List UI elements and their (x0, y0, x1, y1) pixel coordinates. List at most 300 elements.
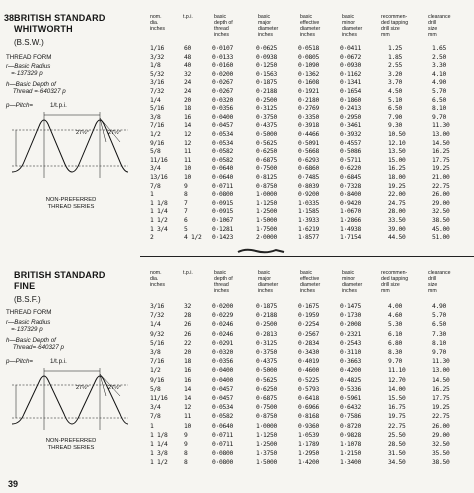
cell-tpi: 12 (184, 139, 191, 147)
cell-depth: 0·1423 (212, 234, 233, 242)
table-row (0, 449, 474, 458)
cell-minor: 1·7154 (340, 234, 361, 242)
cell-depth: 0·0291 (212, 339, 233, 347)
cell-effective: 0·2180 (298, 96, 319, 104)
cell-clearance-drill: 13.00 (432, 367, 450, 375)
cell-effective: 0·5668 (298, 148, 319, 156)
cell-tpi: 14 (184, 395, 191, 402)
cell-effective: 0·6966 (298, 404, 319, 412)
cell-tpi: 10 (184, 422, 191, 430)
cell-tapping-drill: 19.25 (388, 182, 406, 190)
cell-effective: 0·9360 (298, 422, 319, 430)
cell-tapping-drill: 10.50 (388, 131, 406, 138)
cell-minor: 0·9420 (340, 199, 361, 207)
cell-nom-dia: 5/16 (150, 105, 164, 113)
table-row (0, 376, 474, 385)
cell-nom-dia: 1 1/2 (150, 217, 168, 224)
cell-tpi: 7 (184, 199, 188, 207)
cell-tapping-drill: 39.00 (388, 225, 406, 233)
cell-major: 1·0000 (256, 422, 277, 430)
bsw-header-effective: basic effective diameter inches (300, 14, 321, 38)
cell-depth: 0·0582 (212, 148, 233, 156)
cell-effective: 0·1362 (298, 70, 319, 78)
cell-major: 1·1250 (256, 431, 277, 439)
bsf-pitch-label: p—Pitch= (6, 358, 33, 365)
bsw-thread-form-heading: THREAD FORM (6, 54, 52, 61)
cell-depth: 0·0320 (212, 96, 233, 104)
cell-tpi: 40 (184, 62, 191, 70)
table-row (0, 311, 474, 320)
bsw-abbreviation: (B.S.W.) (14, 38, 44, 47)
cell-effective: 0·3918 (298, 122, 319, 130)
cell-nom-dia: 13/16 (150, 174, 168, 181)
cell-clearance-drill: 29.00 (432, 199, 450, 207)
cell-minor: 0·7328 (340, 182, 361, 190)
cell-tpi: 32 (184, 70, 191, 78)
table-row (0, 330, 474, 339)
cell-depth: 0·0915 (212, 199, 233, 207)
cell-clearance-drill: 14.50 (432, 139, 450, 147)
bsf-basic-radius-value: =·137329 p (6, 326, 43, 333)
cell-minor: 1·2866 (340, 217, 361, 224)
cell-tapping-drill: 3.20 (388, 70, 402, 78)
cell-clearance-drill: 29.00 (432, 431, 450, 439)
cell-tpi: 9 (184, 441, 188, 448)
cell-tpi: 48 (184, 53, 191, 61)
cell-tpi: 8 (184, 191, 188, 199)
cell-nom-dia: 1/2 (150, 367, 161, 375)
cell-nom-dia: 3/4 (150, 165, 161, 173)
cell-effective: 0·5225 (298, 376, 319, 384)
cell-clearance-drill: 19.25 (432, 165, 450, 173)
cell-minor: 0·3932 (340, 131, 361, 138)
table-row (0, 339, 474, 348)
cell-effective: 0·4466 (298, 131, 319, 138)
cell-major: 0·6250 (256, 148, 277, 156)
cell-minor: 0·4200 (340, 367, 361, 375)
cell-depth: 0·0534 (212, 404, 233, 412)
cell-tapping-drill: 16.25 (388, 165, 406, 173)
cell-effective: 0·2254 (298, 321, 319, 329)
cell-major: 0·0938 (256, 53, 277, 61)
bsf-header-depth: basic depth of thread inches (214, 270, 233, 294)
cell-tapping-drill: 6.80 (388, 339, 402, 347)
bsf-angle-label-1: 27½° (76, 385, 89, 391)
cell-nom-dia: 9/16 (150, 376, 164, 384)
cell-nom-dia: 3/16 (150, 79, 164, 87)
cell-effective: 0·2769 (298, 105, 319, 113)
cell-clearance-drill: 38.50 (432, 459, 450, 467)
cell-depth: 0·0246 (212, 321, 233, 329)
cell-tpi: 6 (184, 217, 188, 224)
cell-major: 0·8750 (256, 413, 277, 421)
cell-minor: 0·6845 (340, 174, 361, 181)
cell-nom-dia: 7/8 (150, 182, 161, 190)
cell-major: 0·1563 (256, 70, 277, 78)
cell-tpi: 8 (184, 459, 188, 467)
cell-depth: 0·0800 (212, 450, 233, 458)
cell-minor: 0·1475 (340, 303, 361, 310)
cell-depth: 0·0320 (212, 349, 233, 356)
cell-tapping-drill: 5.10 (388, 96, 402, 104)
cell-major: 0·5625 (256, 376, 277, 384)
cell-major: 0·2500 (256, 321, 277, 329)
cell-tapping-drill: 9.70 (388, 358, 402, 366)
cell-tpi: 9 (184, 182, 188, 190)
cell-depth: 0·0107 (212, 45, 233, 52)
cell-effective: 0·6293 (298, 156, 319, 164)
cell-tpi: 12 (184, 404, 191, 412)
cell-depth: 0·0640 (212, 165, 233, 173)
cell-nom-dia: 9/32 (150, 330, 164, 338)
table-row (0, 366, 474, 375)
cell-nom-dia: 1/8 (150, 62, 161, 70)
cell-effective: 0·2567 (298, 330, 319, 338)
cell-minor: 0·3110 (340, 349, 361, 356)
cell-nom-dia: 7/32 (150, 312, 164, 320)
cell-nom-dia: 1/2 (150, 131, 161, 138)
cell-tapping-drill: 13.50 (388, 148, 406, 156)
cell-tpi: 20 (184, 349, 191, 356)
cell-depth: 0·0800 (212, 459, 233, 467)
cell-effective: 1·2950 (298, 450, 319, 458)
cell-nom-dia: 3/4 (150, 404, 161, 412)
cell-clearance-drill: 45.00 (432, 225, 450, 233)
cell-nom-dia: 3/8 (150, 113, 161, 121)
cell-major: 1·5000 (256, 459, 277, 467)
cell-major: 1·0000 (256, 191, 277, 199)
bsf-header-nom-dia: nom. dia. inches (150, 270, 165, 288)
cell-depth: 0·0200 (212, 70, 233, 78)
cell-minor: 0·8400 (340, 191, 361, 199)
print-smudge (236, 247, 286, 255)
bsw-header-depth: basic depth of thread inches (214, 14, 233, 38)
cell-major: 0·6875 (256, 156, 277, 164)
cell-depth: 0·0534 (212, 139, 233, 147)
cell-tpi: 18 (184, 105, 191, 113)
cell-clearance-drill: 6.50 (432, 96, 446, 104)
cell-clearance-drill: 5.70 (432, 88, 446, 95)
cell-tapping-drill: 15.50 (388, 395, 406, 402)
cell-major: 0·5000 (256, 131, 277, 138)
cell-depth: 0·0457 (212, 395, 233, 402)
bsw-basic-depth: h—Basic Depth of (6, 81, 56, 88)
cell-nom-dia: 3/8 (150, 349, 161, 356)
table-row (0, 302, 474, 311)
cell-tapping-drill: 18.00 (388, 174, 406, 181)
cell-major: 1·2500 (256, 208, 277, 216)
cell-major: 1·5000 (256, 217, 277, 224)
table-row (0, 320, 474, 329)
cell-nom-dia: 5/16 (150, 339, 164, 347)
cell-minor: 0·1341 (340, 79, 361, 87)
table-row (0, 357, 474, 366)
cell-nom-dia: 1 1/8 (150, 199, 168, 207)
cell-clearance-drill: 16.25 (432, 385, 450, 393)
cell-tpi: 32 (184, 303, 191, 310)
cell-tapping-drill: 6.10 (388, 330, 402, 338)
cell-depth: 0·0200 (212, 303, 233, 310)
cell-nom-dia: 1 1/4 (150, 441, 168, 448)
cell-major: 0·2813 (256, 330, 277, 338)
cell-tpi: 12 (184, 131, 191, 138)
cell-depth: 0·0582 (212, 156, 233, 164)
page-number-bottom: 39 (8, 479, 19, 489)
bsw-pitch-fraction: 1/t.p.i. (50, 102, 67, 109)
table-row (0, 422, 474, 431)
cell-effective: 0·5091 (298, 139, 319, 147)
cell-depth: 0·0267 (212, 79, 233, 87)
cell-effective: 0·7485 (298, 174, 319, 181)
cell-depth: 0·0457 (212, 385, 233, 393)
cell-depth: 0·0267 (212, 88, 233, 95)
cell-major: 0·1250 (256, 62, 277, 70)
cell-major: 0·2188 (256, 88, 277, 95)
cell-effective: 1·6219 (298, 225, 319, 233)
cell-effective: 0·1921 (298, 88, 319, 95)
cell-effective: 0·3350 (298, 113, 319, 121)
cell-tpi: 8 (184, 450, 188, 458)
cell-effective: 0·8039 (298, 182, 319, 190)
cell-tapping-drill: 3.70 (388, 79, 402, 87)
cell-major: 0·5000 (256, 367, 277, 375)
cell-tpi: 10 (184, 174, 191, 181)
bsf-thread-form-heading: THREAD FORM (6, 309, 52, 316)
cell-tpi: 16 (184, 367, 191, 375)
cell-major: 0·4375 (256, 122, 277, 130)
cell-clearance-drill: 26.00 (432, 422, 450, 430)
cell-tpi: 16 (184, 113, 191, 121)
bsf-basic-radius: r—Basic Radius (6, 319, 51, 326)
cell-minor: 1·2150 (340, 450, 361, 458)
bsf-basic-depth: h—Basic Depth of (6, 337, 56, 344)
cell-major: 0·8750 (256, 182, 277, 190)
cell-minor: 0·5336 (340, 385, 361, 393)
cell-minor: 0·7586 (340, 413, 361, 421)
bsf-section (0, 258, 474, 483)
cell-tpi: 7 (184, 208, 188, 216)
cell-tpi: 4 1/2 (184, 234, 202, 242)
cell-tpi: 26 (184, 330, 191, 338)
bsw-header-minor: basic minor diameter inches (342, 14, 363, 38)
cell-tapping-drill: 12.70 (388, 376, 406, 384)
bsf-header-minor: basic minor diameter inches (342, 270, 363, 294)
cell-depth: 0·0711 (212, 431, 233, 439)
cell-effective: 0·6418 (298, 395, 319, 402)
cell-nom-dia: 1 3/4 (150, 225, 168, 233)
cell-tpi: 60 (184, 45, 191, 52)
cell-major: 0·4375 (256, 358, 277, 366)
cell-effective: 0·5793 (298, 385, 319, 393)
bsw-header-nom-dia: nom. dia. inches (150, 14, 165, 32)
bsw-basic-radius-value: =·137329 p (6, 70, 43, 77)
cell-clearance-drill: 22.75 (432, 413, 450, 421)
cell-minor: 0·5711 (340, 156, 361, 164)
cell-clearance-drill: 32.50 (432, 441, 450, 448)
cell-tpi: 11 (184, 156, 191, 164)
cell-tapping-drill: 2.55 (388, 62, 402, 70)
cell-nom-dia: 2 (150, 234, 154, 242)
cell-tpi: 16 (184, 376, 191, 384)
cell-minor: 0·0672 (340, 53, 361, 61)
cell-depth: 0·0400 (212, 367, 233, 375)
cell-minor: 0·2543 (340, 339, 361, 347)
cell-major: 1·3750 (256, 450, 277, 458)
section-divider (140, 256, 474, 257)
cell-tapping-drill: 22.00 (388, 191, 406, 199)
cell-effective: 0·6860 (298, 165, 319, 173)
cell-nom-dia: 5/8 (150, 385, 161, 393)
bsw-header-major: basic major diameter inches (258, 14, 279, 38)
bsf-header-tapping-drill: recommen- ded tapping drill size mm (381, 270, 409, 294)
cell-major: 0·3750 (256, 113, 277, 121)
cell-minor: 0·5086 (340, 148, 361, 156)
cell-tpi: 11 (184, 413, 191, 421)
cell-depth: 0·0133 (212, 53, 233, 61)
cell-nom-dia: 7/16 (150, 358, 164, 366)
cell-depth: 0·0640 (212, 422, 233, 430)
cell-depth: 0·0534 (212, 131, 233, 138)
table-row (0, 458, 474, 467)
table-row (0, 403, 474, 412)
bsw-pitch-label: p—Pitch= (6, 102, 33, 109)
table-row (0, 440, 474, 449)
cell-minor: 0·6220 (340, 165, 361, 173)
bsf-header-major: basic major diameter inches (258, 270, 279, 294)
cell-depth: 0·0711 (212, 182, 233, 190)
cell-tapping-drill: 11.10 (388, 367, 406, 375)
cell-depth: 0·0160 (212, 62, 233, 70)
cell-effective: 1·1789 (298, 441, 319, 448)
cell-minor: 0·1162 (340, 70, 361, 78)
bsw-non-preferred-caption: NON-PREFERRED THREAD SERIES (45, 197, 97, 210)
cell-clearance-drill: 35.50 (432, 450, 450, 458)
bsf-header-effective: basic effective diameter inches (300, 270, 321, 294)
cell-tpi: 14 (184, 122, 191, 130)
cell-tapping-drill: 7.90 (388, 113, 402, 121)
cell-tpi: 26 (184, 321, 191, 329)
cell-effective: 1·8577 (298, 234, 319, 242)
cell-tpi: 9 (184, 431, 188, 439)
cell-minor: 0·2008 (340, 321, 361, 329)
cell-clearance-drill: 26.00 (432, 191, 450, 199)
cell-clearance-drill: 32.50 (432, 208, 450, 216)
cell-tapping-drill: 12.10 (388, 139, 406, 147)
cell-major: 0·0625 (256, 45, 277, 52)
cell-nom-dia: 1 1/2 (150, 459, 168, 467)
cell-clearance-drill: 6.50 (432, 321, 446, 329)
cell-minor: 1·4938 (340, 225, 361, 233)
cell-clearance-drill: 7.30 (432, 330, 446, 338)
cell-minor: 0·4557 (340, 139, 361, 147)
bsw-angle-label-1: 27½° (76, 130, 89, 136)
cell-major: 0·3125 (256, 339, 277, 347)
table-row (0, 394, 474, 403)
cell-tapping-drill: 4.60 (388, 312, 402, 320)
cell-tapping-drill: 25.50 (388, 431, 406, 439)
cell-minor: 0·3663 (340, 358, 361, 366)
cell-nom-dia: 3/32 (150, 53, 164, 61)
cell-clearance-drill: 4.90 (432, 79, 446, 87)
cell-effective: 0·8168 (298, 413, 319, 421)
cell-major: 0·1875 (256, 303, 277, 310)
cell-nom-dia: 7/8 (150, 413, 161, 421)
bsf-abbreviation: (B.S.F.) (14, 295, 41, 304)
cell-major: 0·2188 (256, 312, 277, 320)
cell-depth: 0·1067 (212, 217, 233, 224)
cell-nom-dia: 1/4 (150, 96, 161, 104)
cell-clearance-drill: 21.00 (432, 174, 450, 181)
cell-minor: 0·2321 (340, 330, 361, 338)
cell-tapping-drill: 24.75 (388, 199, 406, 207)
cell-clearance-drill: 16.25 (432, 148, 450, 156)
cell-clearance-drill: 51.00 (432, 234, 450, 242)
cell-tapping-drill: 1.25 (388, 45, 402, 52)
cell-tapping-drill: 9.30 (388, 122, 402, 130)
bsf-non-preferred-caption: NON-PREFERRED THREAD SERIES (45, 438, 97, 451)
cell-nom-dia: 9/16 (150, 139, 164, 147)
cell-clearance-drill: 4.10 (432, 70, 446, 78)
cell-minor: 0·6432 (340, 404, 361, 412)
cell-tapping-drill: 22.75 (388, 422, 406, 430)
cell-depth: 0·0582 (212, 413, 233, 421)
cell-clearance-drill: 9.70 (432, 113, 446, 121)
cell-minor: 1·0670 (340, 208, 361, 216)
cell-minor: 0·0930 (340, 62, 361, 70)
cell-clearance-drill: 19.25 (432, 404, 450, 412)
bsf-pitch-fraction: 1/t.p.i. (50, 358, 67, 365)
cell-minor: 0·1654 (340, 88, 361, 95)
cell-major: 0·7500 (256, 404, 277, 412)
cell-tpi: 24 (184, 79, 191, 87)
cell-nom-dia: 11/16 (150, 156, 168, 164)
cell-tapping-drill: 1.85 (388, 53, 402, 61)
cell-effective: 0·1675 (298, 303, 319, 310)
cell-effective: 0·0518 (298, 45, 319, 52)
cell-major: 0·5625 (256, 139, 277, 147)
cell-minor: 0·2950 (340, 113, 361, 121)
cell-depth: 0·1281 (212, 225, 233, 233)
cell-nom-dia: 1/4 (150, 321, 161, 329)
cell-major: 1·7500 (256, 225, 277, 233)
cell-tapping-drill: 19.75 (388, 413, 406, 421)
cell-major: 0·3750 (256, 349, 277, 356)
cell-tapping-drill: 14.00 (388, 385, 406, 393)
cell-clearance-drill: 11.30 (432, 122, 450, 130)
cell-clearance-drill: 8.10 (432, 105, 446, 113)
bsw-basic-radius: r—Basic Radius (6, 63, 51, 70)
cell-major: 0·6875 (256, 395, 277, 402)
cell-major: 0·3125 (256, 105, 277, 113)
cell-effective: 1·4200 (298, 459, 319, 467)
cell-effective: 0·1090 (298, 62, 319, 70)
cell-nom-dia: 5/8 (150, 148, 161, 156)
cell-clearance-drill: 38.50 (432, 217, 450, 224)
cell-major: 2·0000 (256, 234, 277, 242)
table-row (0, 233, 474, 242)
cell-minor: 0·1730 (340, 312, 361, 320)
cell-minor: 1·3400 (340, 459, 361, 467)
cell-tapping-drill: 31.50 (388, 450, 406, 458)
bsf-header-tpi: t.p.i. (183, 270, 193, 276)
cell-depth: 0·0229 (212, 312, 233, 320)
cell-effective: 0·3430 (298, 349, 319, 356)
table-row (0, 385, 474, 394)
cell-depth: 0·0356 (212, 358, 233, 366)
cell-depth: 0·0800 (212, 191, 233, 199)
cell-minor: 0·2413 (340, 105, 361, 113)
cell-nom-dia: 1 (150, 191, 154, 199)
